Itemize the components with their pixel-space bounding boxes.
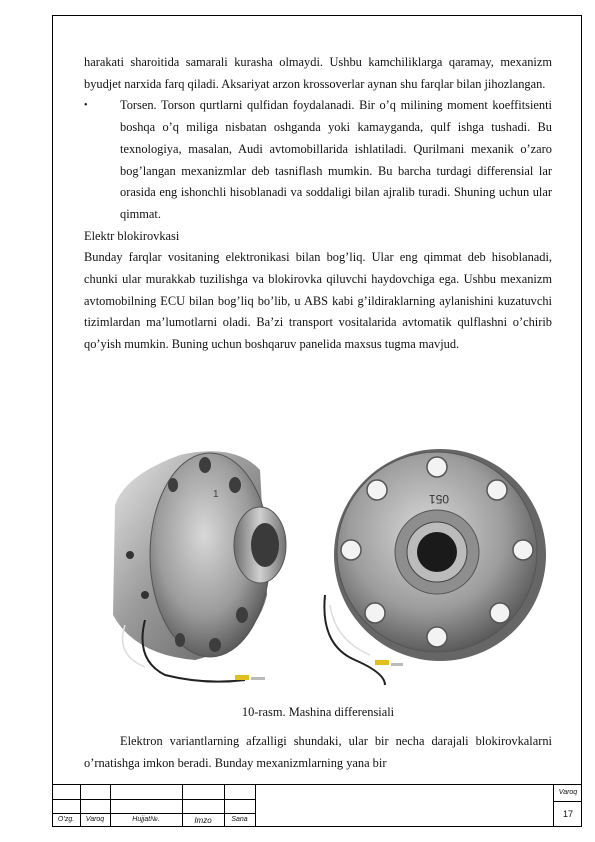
stamp-imzo-label: Imzo [194, 816, 212, 825]
sheet-number-box [553, 785, 582, 827]
figure-caption: 10-rasm. Mashina differensiali [241, 705, 395, 719]
stamp-varoq-label: Varoq [85, 816, 105, 823]
right-differential [324, 449, 546, 685]
paragraph-2: Bunday farqlar vositaning elektronikasi bilan bog’liq. Ular eng qimmat deb hisoblanadi, chunki ular murakkab tuzilishga va blokirovka qiluvchi haydovchiga ega. Ushbu mexanizm avtomobilning ECU bilan bog’liq bo’lib, u ABS kabi g’ildiraklarning aylanishini kuzatuvchi tizimlardan ma’lumotlarni oladi. Ba’zi transport vositalarida avtomatik qulflashni o’chirib qo’yish mumkin. Buning uchun boshqaruv panelida maxsus tugma mavjud. [84, 250, 552, 352]
page-number: 17 [562, 809, 573, 819]
title-block-stamp [52, 784, 582, 827]
paragraph-3: Elektron variantlarning afzalligi shundaki, ular bir necha darajali blokirovkalarni o’rnatishga imkon beradi. Bunday mexanizmlarning yana bir [84, 734, 552, 770]
body-text-continued [84, 731, 552, 774]
bullet-torsen: • Torsen. Torson qurtlarni qulfidan foydalanadi. Bir o’q milining moment koeffitsienti boshqa o’q miliga nisbatan oshganda yoki kamayganda, qulf ishga tushadi. Bu texnologiya, masalan, Audi avtomobillarida ishlatiladi. Qurilmani mexanik o’zaro bog’langan mexanizmlar deb tasniflash mumkin. Bu barcha turdagi differensial lar orasida eng ishonchli hisoblanadi va soddaligi bilan ajralib turadi. Shuning uchun ular qimmat. [84, 95, 552, 225]
right-casting-mark: 051 [428, 492, 449, 506]
left-casting-mark: 1 [213, 489, 219, 500]
section-heading: Elektr blokirovkasi [84, 228, 180, 243]
left-differential [113, 451, 286, 681]
stamp-sana-label: Sana [231, 816, 248, 823]
paragraph-1: harakati sharoitida samarali kurasha olmaydi. Ushbu kamchiliklarga qaramay, mexanizm byudjet narxida farq qiladi. Aksariyat arzon krossoverlar aynan shu farqlar bilan jihozlangan. [84, 55, 552, 91]
body-text [84, 52, 552, 356]
stamp-ozg-label: O’zg. [57, 816, 75, 823]
stamp-hujjat-label: Hujjat№. [132, 816, 160, 823]
sheet-label: Varoq [554, 785, 582, 802]
differential-figure [85, 445, 551, 695]
